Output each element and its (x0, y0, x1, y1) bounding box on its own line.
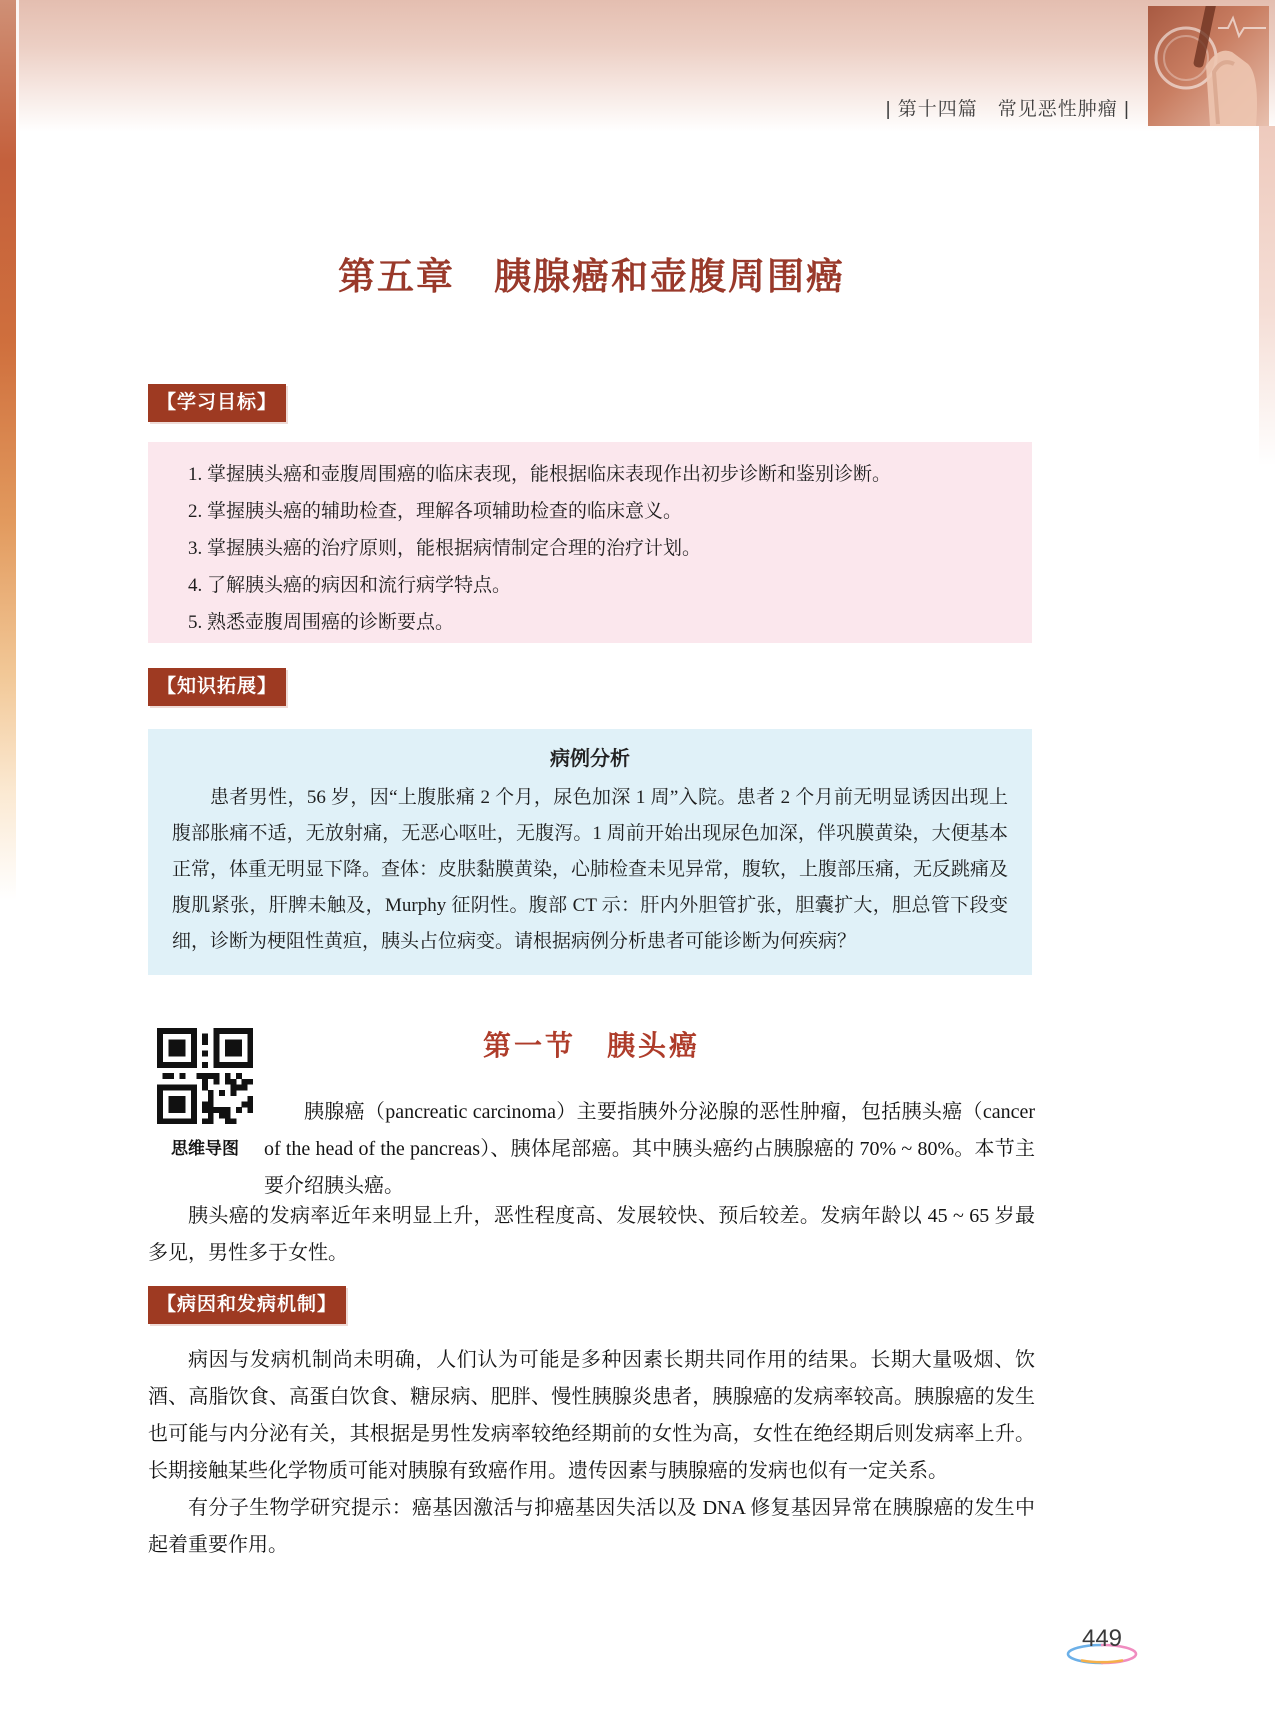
qr-code-icon (157, 1028, 253, 1124)
knowledge-expansion-badge: 【知识拓展】 (148, 668, 286, 706)
right-decorative-strip (1259, 126, 1275, 466)
qr-code (157, 1028, 253, 1124)
section-title: 第一节 胰头癌 (482, 1030, 700, 1061)
etiology-badge: 【病因和发病机制】 (148, 1286, 346, 1324)
header-photo (1148, 6, 1269, 126)
qr-code-label: 思维导图 (171, 1139, 239, 1158)
learning-objectives-box (148, 442, 1032, 643)
chapter-title: 第五章 胰腺癌和壶腹周围癌 (338, 256, 845, 297)
objective-item: 5. 熟悉壶腹周围癌的诊断要点。 (188, 612, 455, 633)
stethoscope-photo-icon (1148, 6, 1269, 126)
page-number: 449 (1081, 1625, 1123, 1652)
epidemiology-paragraph: 胰头癌的发病率近年来明显上升，恶性程度高、发展较快、预后较差。发病年龄以 45 ~ 65 岁最多见，男性多于女性。 (148, 1205, 1035, 1264)
page-number-block (1056, 1624, 1148, 1668)
etiology-paragraph-2: 有分子生物学研究提示：癌基因激活与抑癌基因失活以及 DNA 修复基因异常在胰腺癌的发生中起着重要作用。 (148, 1497, 1035, 1556)
etiology-section (148, 1342, 1035, 1564)
objective-item: 3. 掌握胰头癌的治疗原则，能根据病情制定合理的治疗计划。 (188, 538, 702, 559)
learning-objectives-badge: 【学习目标】 (148, 384, 286, 422)
case-analysis-box (148, 729, 1032, 975)
section-intro-paragraph: 胰腺癌（pancreatic carcinoma）主要指胰外分泌腺的恶性肿瘤，包括胰头癌（cancer of the head of the pancreas）、胰体尾部癌。其中胰头癌约占胰腺癌的 70% ~ 80%。本节主要介绍胰头癌。 (264, 1101, 1035, 1197)
left-strip-divider (16, 0, 19, 900)
running-head: | 第十四篇 常见恶性肿瘤 | (885, 99, 1130, 120)
objective-item: 1. 掌握胰头癌和壶腹周围癌的临床表现，能根据临床表现作出初步诊断和鉴别诊断。 (188, 464, 892, 485)
objective-item: 2. 掌握胰头癌的辅助检查，理解各项辅助检查的临床意义。 (188, 501, 683, 522)
case-analysis-text: 患者男性，56 岁，因“上腹胀痛 2 个月，尿色加深 1 周”入院。患者 2 个月前无明显诱因出现上腹部胀痛不适，无放射痛，无恶心呕吐，无腹泻。1 周前开始出现尿色加深，伴巩膜黄染，大便基本正常，体重无明显下降。查体：皮肤黏膜黄染，心肺检查未见异常，腹软，上腹部压痛，无反跳痛及腹肌紧张，肝脾未触及，Murphy 征阴性。腹部 CT 示：肝内外胆管扩张，胆囊扩大，胆总管下段变细，诊断为梗阻性黄疸，胰头占位病变。请根据病例分析患者可能诊断为何疾病？ (172, 787, 1009, 952)
objective-item: 4. 了解胰头癌的病因和流行病学特点。 (188, 575, 512, 596)
left-decorative-strip (0, 0, 16, 900)
etiology-paragraph-1: 病因与发病机制尚未明确，人们认为可能是多种因素长期共同作用的结果。长期大量吸烟、饮酒、高脂饮食、高蛋白饮食、糖尿病、肥胖、慢性胰腺炎患者，胰腺癌的发病率较高。胰腺癌的发生也可能与内分泌有关，其根据是男性发病率较绝经期前的女性为高，女性在绝经期后则发病率上升。长期接触某些化学物质可能对胰腺有致癌作用。遗传因素与胰腺癌的发病也似有一定关系。 (148, 1349, 1035, 1482)
case-analysis-title: 病例分析 (550, 748, 630, 770)
